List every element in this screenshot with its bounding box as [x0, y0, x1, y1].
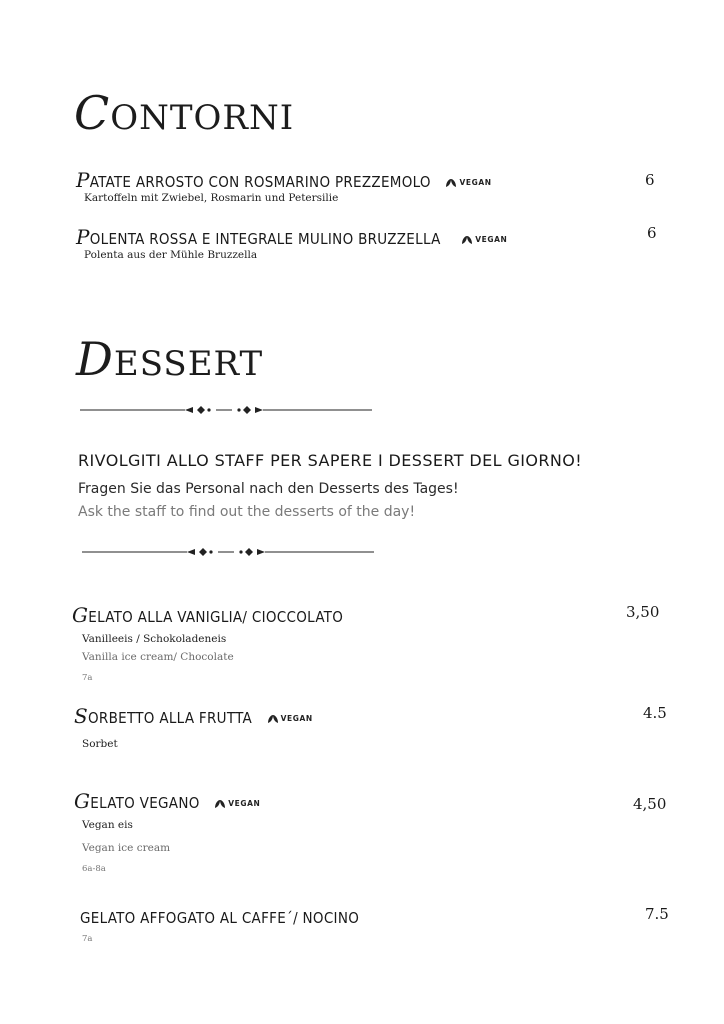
menu-item-description-de: Vanilleeis / Schokoladeneis [82, 633, 227, 645]
vegan-label: VEGAN [459, 178, 492, 187]
vegan-badge [267, 714, 313, 724]
menu-item-description-en: Vegan ice cream [82, 842, 171, 854]
menu-item-description-de: Vegan eis [82, 819, 133, 831]
title-initial: G [72, 603, 89, 627]
section-title-dessert [76, 332, 263, 386]
menu-item-price: 4.5 [643, 704, 667, 722]
title-initial: D [76, 332, 114, 386]
menu-item-title [76, 168, 492, 192]
vegan-badge [214, 799, 260, 809]
menu-item-description: Polenta aus der Mühle Bruzzella [84, 249, 258, 261]
vegan-badge [445, 178, 491, 188]
title-rest: ATATE ARROSTO CON ROSMARINO PREZZEMOLO [89, 173, 431, 191]
vegan-label: VEGAN [228, 799, 261, 808]
menu-item-description-de: Sorbet [82, 738, 118, 750]
daily-dessert-notice: RIVOLGITI ALLO STAFF PER SAPERE I DESSERT DEL GIORNO! [78, 451, 583, 470]
title-rest: ELATO ALLA VANIGLIA/ CIOCCOLATO [88, 608, 344, 626]
menu-item-price: 6 [647, 224, 657, 242]
ornamental-divider [80, 403, 372, 417]
menu-item-price: 4,50 [633, 795, 667, 813]
title-initial: P [76, 225, 90, 249]
menu-item-price: 3,50 [626, 603, 660, 621]
title-initial: S [74, 704, 89, 728]
vegan-label: VEGAN [280, 714, 313, 723]
daily-dessert-notice-en: Ask the staff to find out the desserts of the day! [78, 504, 416, 520]
menu-item-title [74, 704, 313, 728]
vegan-badge [461, 235, 507, 245]
leaf-icon [267, 714, 279, 724]
allergen-codes: 6a-8a [82, 864, 106, 874]
menu-item-price: 6 [645, 171, 655, 189]
menu-item-title [76, 225, 507, 249]
menu-item-price: 7.5 [645, 905, 669, 923]
allergen-codes: 7a [82, 673, 93, 683]
title-rest: ORBETTO ALLA FRUTTA [88, 709, 253, 727]
section-title-contorni [74, 86, 294, 140]
leaf-icon [445, 178, 457, 188]
daily-dessert-notice-de: Fragen Sie das Personal nach den Desserts des Tages! [78, 481, 459, 497]
title-rest: ELATO VEGANO [90, 794, 200, 812]
vegan-label: VEGAN [475, 235, 508, 244]
title-rest: ONTORNI [110, 98, 295, 138]
ornamental-divider [82, 545, 374, 559]
leaf-icon [214, 799, 226, 809]
menu-item-description-en: Vanilla ice cream/ Chocolate [82, 651, 234, 663]
menu-item-title [74, 789, 260, 813]
title-rest: OLENTA ROSSA E INTEGRALE MULINO BRUZZELLA [89, 230, 441, 248]
allergen-codes: 7a [82, 934, 93, 944]
title-initial: P [76, 168, 90, 192]
menu-item-title [72, 603, 343, 627]
menu-item-description: Kartoffeln mit Zwiebel, Rosmarin und Petersilie [84, 192, 339, 204]
title-initial: G [74, 789, 91, 813]
leaf-icon [461, 235, 473, 245]
title-initial: C [74, 86, 111, 140]
title-rest: ESSERT [113, 344, 264, 384]
menu-item-title: GELATO AFFOGATO AL CAFFE´/ NOCINO [80, 909, 360, 927]
